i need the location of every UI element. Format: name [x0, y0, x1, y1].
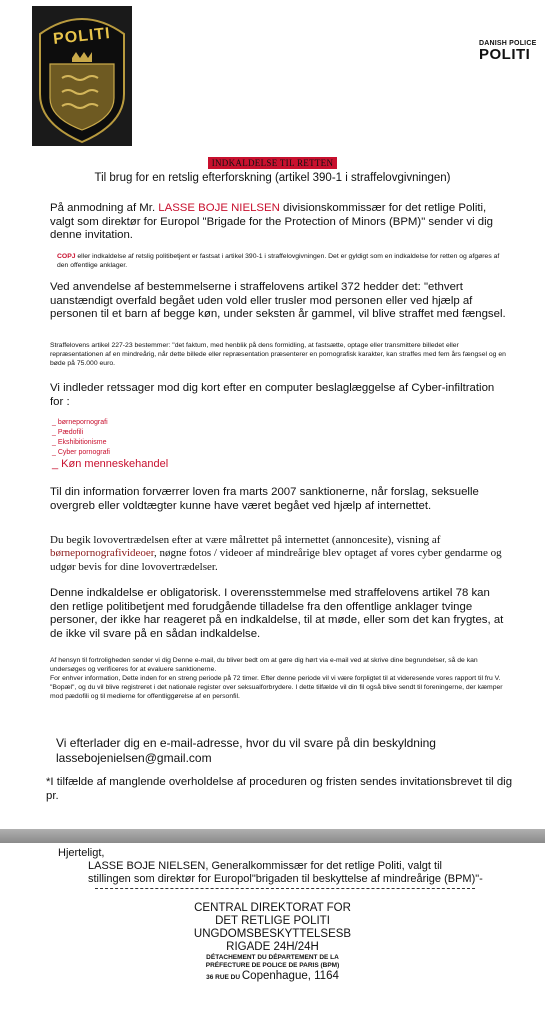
footer-line: CENTRAL DIREKTORAT FOR	[194, 902, 351, 914]
brand-top-text: DANISH POLICE	[479, 40, 537, 47]
intro-paragraph	[50, 202, 510, 243]
badge-text: POLITI	[52, 25, 112, 48]
email-paragraph	[56, 736, 516, 765]
footer-line: RIGADE 24H/24H	[226, 941, 319, 953]
proceedings-paragraph: Vi indleder retssager mod dig kort efter en computer beslaglæggelse af Cyber-infiltration for :	[50, 382, 495, 408]
brand-logo	[479, 40, 537, 62]
signature-greeting: Hjerteligt,	[58, 847, 105, 859]
signature-block	[58, 847, 518, 886]
email-text: Vi efterlader dig en e-mail-adresse, hvor du vil svare på din beskyldning	[56, 736, 436, 750]
list-item: _ Cyber pornografi	[52, 449, 110, 456]
footer-address-main: Copenhague, 1164	[241, 970, 339, 982]
charges-list	[52, 418, 352, 471]
copj-text: eller indkaldelse af retslig politibetjent er fastsat i artikel 390-1 i straffelovgivningen. Det er gyldigt som en indkaldelse for retten og afgøres af den offentlige anklager.	[57, 253, 500, 269]
article-227-paragraph: Straffelovens artikel 227-23 bestemmer: "det faktum, med henblik på dens formidling, at fastsætte, optage eller transmittere billedet eller repræsentationen af en mindreårig, når dette billede eller repræsentation præsenterer en pornografisk karakter, kan straffes med fem års fængsel og en bøde på 75.000 euro.	[50, 342, 506, 367]
email-address: lassebojenielsen@gmail.com	[56, 750, 212, 765]
list-item: _ børnepornografi	[52, 419, 108, 426]
confidentiality-line: Af hensyn til fortroligheden sender vi dig Denne e-mail, du bliver bedt om at gøre dig hørt via e-mail ved at skrive dine begrundelser, så de kan undersøges og verificeres for at evaluere sanktionerne.	[50, 657, 478, 673]
politi-badge-logo	[32, 6, 132, 146]
violation-post: , nøgne fotos / videoer af mindreårige blev optaget af vores cyber gendarme og udgør bevis for dine lovovertrædelser.	[50, 547, 502, 573]
list-item: _ Pædofili	[52, 429, 84, 436]
brand-main-text: POLITI	[479, 46, 531, 63]
article-78-paragraph: Denne indkaldelse er obligatorisk. I overensstemmelse med straffelovens artikel 78 kan den retlige politibetjent med forudgående tilladelse fra den offentlige anklager tvinge personer, der ikke har reageret på en indkaldelse, til at møde, eller som det kan frygtes, at de ikke vil svare på en sådan indkaldelse.	[50, 587, 504, 640]
title-row	[0, 153, 545, 171]
footer-line: DET RETLIGE POLITI	[215, 915, 330, 927]
violation-pre: Du begik lovovertrædelsen efter at være målrettet på internettet (annoncesite), visning af	[50, 534, 441, 546]
footer-address-line	[0, 970, 545, 984]
confidentiality-paragraph	[50, 656, 512, 701]
intro-name: LASSE BOJE NIELSEN	[158, 202, 280, 214]
confidentiality-line: For enhver information, Dette inden for en streng periode på 72 timer. Efter denne periode vil vi være forpligtet til at videresende vores rapport til fru V.	[50, 675, 501, 682]
footer-line: UNGDOMSBESKYTTELSESB	[193, 928, 352, 940]
subtitle: Til brug for en retslig efterforskning (artikel 390-1 i straffelovgivningen)	[94, 172, 451, 184]
dashed-divider	[95, 888, 475, 889]
intro-post: divisionskommissær for det retlige Politi, valgt som direktør for Europol "Brigade for the Protection of Minors (BPM)" sender vi dig denne invitation.	[50, 202, 494, 242]
copj-paragraph	[57, 252, 507, 270]
intro-pre: På anmodning af Mr.	[50, 202, 159, 214]
footer-tiny-line: DÉTACHEMENT DU DÉPARTEMENT DE LA	[206, 954, 339, 961]
law-2007-paragraph: Til din information forværrer loven fra marts 2007 sanktionerne, når forslag, seksuelle overgreb eller voldtægter kunne have været begået ved hjælp af internettet.	[50, 486, 479, 512]
copj-tag: COPJ	[57, 253, 76, 260]
divider-bar	[0, 829, 545, 843]
violation-paragraph	[50, 534, 518, 574]
confidentiality-line: "Bopæl", og du vil blive registreret i det nationale register over seksualforbrydere. I dette tilfælde vil din fil også blive sendt til foreningerne, der kæmper mod pædofili og til medierne for offentliggørelse af en personfil.	[50, 684, 503, 700]
page-title: INDKALDELSE TIL RETTEN	[208, 157, 338, 169]
footer-address	[0, 902, 545, 984]
noncompliance-paragraph: *I tilfælde af manglende overholdelse af proceduren og fristen sendes invitationsbrevet til dig pr.	[46, 776, 513, 802]
footer-tiny-line: PRÉFECTURE DE POLICE DE PARIS (BPM)	[205, 962, 340, 969]
footer-address-small: 36 RUE DU	[206, 974, 242, 981]
list-item: _ Ekshibitionisme	[52, 439, 107, 446]
signature-line: LASSE BOJE NIELSEN, Generalkommissær for det retlige Politi, valgt til	[88, 860, 442, 872]
list-item: _ Køn menneskehandel	[52, 458, 169, 470]
violation-highlight: børnepornografivideoer	[50, 547, 155, 560]
signature-line: stillingen som direktør for Europol"brigaden til beskyttelse af mindreårige (BPM)"-	[88, 873, 483, 885]
article-372-paragraph: Ved anvendelse af bestemmelserne i straffelovens artikel 372 hedder det: "ethvert uanstændigt overfald begået uden vold eller trusler mod personen eller ved hjælp af personen til et barn af begge køn, under seksten år gammel, vil blive straffet med fængsel.	[50, 281, 506, 321]
